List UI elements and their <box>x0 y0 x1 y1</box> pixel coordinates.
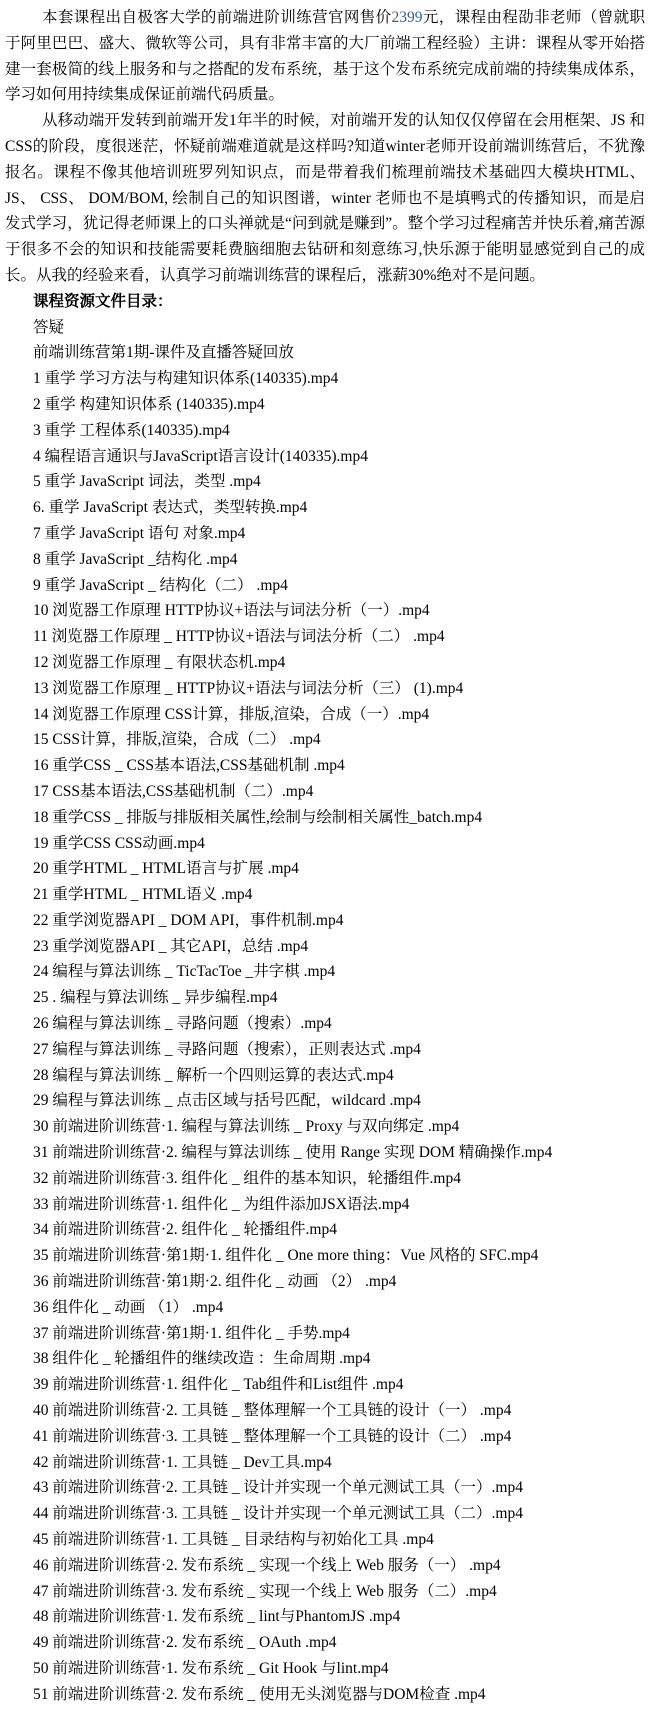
file-list-item: 33 前端进阶训练营·1. 组件化 _ 为组件添加JSX语法.mp4 <box>33 1195 410 1213</box>
file-list-item: 22 重学浏览器API _ DOM API，事件机制.mp4 <box>33 911 344 929</box>
file-list-item: 9 重学 JavaScript _ 结构化（二） .mp4 <box>33 576 288 594</box>
file-list-item: 31 前端进阶训练营·2. 编程与算法训练 _ 使用 Range 实现 DOM 精确操作.mp4 <box>33 1144 553 1162</box>
file-list-item: 12 浏览器工作原理 _ 有限状态机.mp4 <box>33 653 286 671</box>
intro-text-before-price: 本套课程出自极客大学的前端进阶训练营官网售价 <box>42 9 392 26</box>
file-list-item: 47 前端进阶训练营·3. 发布系统 _ 实现一个线上 Web 服务（二）.mp4 <box>33 1582 497 1600</box>
price-value: 2399 <box>391 9 423 26</box>
file-list-item: 13 浏览器工作原理 _ HTTP协议+语法与词法分析（三） (1).mp4 <box>33 679 464 697</box>
file-list-item: 30 前端进阶训练营·1. 编程与算法训练 _ Proxy 与双向绑定 .mp4 <box>33 1118 460 1136</box>
file-list-item: 21 重学HTML _ HTML语义 .mp4 <box>33 886 253 904</box>
file-list-item: 11 浏览器工作原理 _ HTTP协议+语法与词法分析（二） .mp4 <box>33 628 445 646</box>
file-list-item: 10 浏览器工作原理 HTTP协议+语法与词法分析（一）.mp4 <box>33 602 430 620</box>
file-list-item: 48 前端进阶训练营·1. 发布系统 _ lint与PhantomJS .mp4 <box>33 1608 401 1626</box>
file-list-item: 20 重学HTML _ HTML语言与扩展 .mp4 <box>33 860 299 878</box>
file-list-item: 前端训练营第1期-课件及直播答疑回放 <box>33 344 294 362</box>
file-list-item: 27 编程与算法训练 _ 寻路问题（搜索），正则表达式 .mp4 <box>33 1040 421 1058</box>
file-list-item: 17 CSS基本语法,CSS基础机制（二）.mp4 <box>33 782 314 800</box>
file-list-item: 26 编程与算法训练 _ 寻路问题（搜索）.mp4 <box>33 1015 332 1033</box>
file-list-item: 40 前端进阶训练营·2. 工具链 _ 整体理解一个工具链的设计（一） .mp4 <box>33 1402 512 1420</box>
file-list-item: 49 前端进阶训练营·2. 发布系统 _ OAuth .mp4 <box>33 1634 337 1652</box>
file-list-item: 23 重学浏览器API _ 其它API，总结 .mp4 <box>33 937 309 955</box>
file-list-item: 16 重学CSS _ CSS基本语法,CSS基础机制 .mp4 <box>33 757 345 775</box>
file-list-item: 28 编程与算法训练 _ 解析一个四则运算的表达式.mp4 <box>33 1066 394 1084</box>
file-list <box>5 315 645 1708</box>
file-list-item: 34 前端进阶训练营·2. 组件化 _ 轮播组件.mp4 <box>33 1221 337 1239</box>
document-page <box>5 5 645 1708</box>
file-list-item: 5 重学 JavaScript 词法，类型 .mp4 <box>33 473 261 491</box>
file-list-item: 37 前端进阶训练营·第1期·1. 组件化 _ 手势.mp4 <box>33 1324 350 1342</box>
file-list-item: 39 前端进阶训练营·1. 组件化 _ Tab组件和List组件 .mp4 <box>33 1376 404 1394</box>
catalog-heading: 课程资源文件目录： <box>33 292 173 310</box>
file-list-item: 50 前端进阶训练营·1. 发布系统 _ Git Hook 与lint.mp4 <box>33 1660 389 1677</box>
file-list-item: 7 重学 JavaScript 语句 对象.mp4 <box>33 524 246 542</box>
file-list-item: 答疑 <box>33 318 65 336</box>
file-list-item: 32 前端进阶训练营·3. 组件化 _ 组件的基本知识，轮播组件.mp4 <box>33 1169 461 1187</box>
file-list-item: 36 前端进阶训练营·第1期·2. 组件化 _ 动画 （2） .mp4 <box>33 1273 397 1291</box>
file-list-item: 3 重学 工程体系(140335).mp4 <box>33 421 230 439</box>
file-list-item: 6. 重学 JavaScript 表达式，类型转换.mp4 <box>33 499 308 517</box>
file-list-item: 51 前端进阶训练营·2. 发布系统 _ 使用无头浏览器与DOM检查 .mp4 <box>33 1685 486 1703</box>
file-list-item: 14 浏览器工作原理 CSS计算，排版,渲染，合成（一）.mp4 <box>33 705 430 723</box>
file-list-item: 2 重学 构建知识体系 (140335).mp4 <box>33 395 265 413</box>
intro-paragraph-review: 从移动端开发转到前端开发1年半的时候，对前端开发的认知仅仅停留在会用框架、JS 和CSS的阶段，度很迷茫，怀疑前端难道就是这样吗?知道winter老师开设前端训练营后，不犹豫报名。课程不像其他培训班罗列知识点，而是带着我们梳理前端技术基础四大模块HTML、JS、 CSS、 DOM/BOM, 绘制自己的知识图谱，winter 老师也不是填鸭式的传播知识，而是启发式学习，犹记得老师课上的口头禅就是“问到就是赚到”。整个学习过程痛苦并快乐着,痛苦源于很多不会的知识和技能需要耗费脑细胞去钻研和刻意练习,快乐源于能明显感觉到自己的成长。从我的经验来看，认真学习前端训练营的课程后，涨薪30%绝对不是问题。 <box>5 112 645 284</box>
file-list-item: 1 重学 学习方法与构建知识体系(140335).mp4 <box>33 370 339 388</box>
file-list-item: 42 前端进阶训练营·1. 工具链 _ Dev工具.mp4 <box>33 1453 332 1471</box>
file-list-item: 29 编程与算法训练 _ 点击区域与括号匹配，wildcard .mp4 <box>33 1092 421 1110</box>
file-list-item: 41 前端进阶训练营·3. 工具链 _ 整体理解一个工具链的设计（二） .mp4 <box>33 1427 512 1445</box>
file-list-item: 24 编程与算法训练 _ TicTacToe _井字棋 .mp4 <box>33 963 336 981</box>
file-list-item: 15 CSS计算，排版,渲染，合成（二） .mp4 <box>33 731 321 749</box>
file-list-item: 18 重学CSS _ 排版与排版相关属性,绘制与绘制相关属性_batch.mp4 <box>33 808 483 826</box>
file-list-item: 43 前端进阶训练营·2. 工具链 _ 设计并实现一个单元测试工具（一）.mp4 <box>33 1479 523 1497</box>
file-list-item: 46 前端进阶训练营·2. 发布系统 _ 实现一个线上 Web 服务（一） .mp4 <box>33 1556 501 1574</box>
file-list-item: 45 前端进阶训练营·1. 工具链 _ 目录结构与初始化工具 .mp4 <box>33 1531 434 1549</box>
file-list-item: 36 组件化 _ 动画 （1） .mp4 <box>33 1298 224 1316</box>
file-list-item: 25 . 编程与算法训练 _ 异步编程.mp4 <box>33 989 278 1007</box>
file-list-item: 35 前端进阶训练营·第1期·1. 组件化 _ One more thing：Vue 风格的 SFC.mp4 <box>33 1247 539 1265</box>
file-list-item: 4 编程语言通识与JavaScript语言设计(140335).mp4 <box>33 447 368 465</box>
file-list-item: 8 重学 JavaScript _结构化 .mp4 <box>33 550 238 568</box>
intro-paragraph-course <box>5 5 645 108</box>
intro-text-after-price: 元，课程由程劭非老师（曾就职于阿里巴巴、盛大、微软等公司，具有非常丰富的大厂前端工程经验）主讲：课程从零开始搭建一套极简的线上服务和与之搭配的发布系统，基于这个发布系统完成前端的持续集成体系，学习如何用持续集成保证前端代码质量。 <box>5 9 645 104</box>
file-list-item: 19 重学CSS CSS动画.mp4 <box>33 834 205 852</box>
file-list-item: 44 前端进阶训练营·3. 工具链 _ 设计并实现一个单元测试工具（二）.mp4 <box>33 1505 523 1523</box>
file-list-item: 38 组件化 _ 轮播组件的继续改造 ：生命周期 .mp4 <box>33 1350 371 1368</box>
